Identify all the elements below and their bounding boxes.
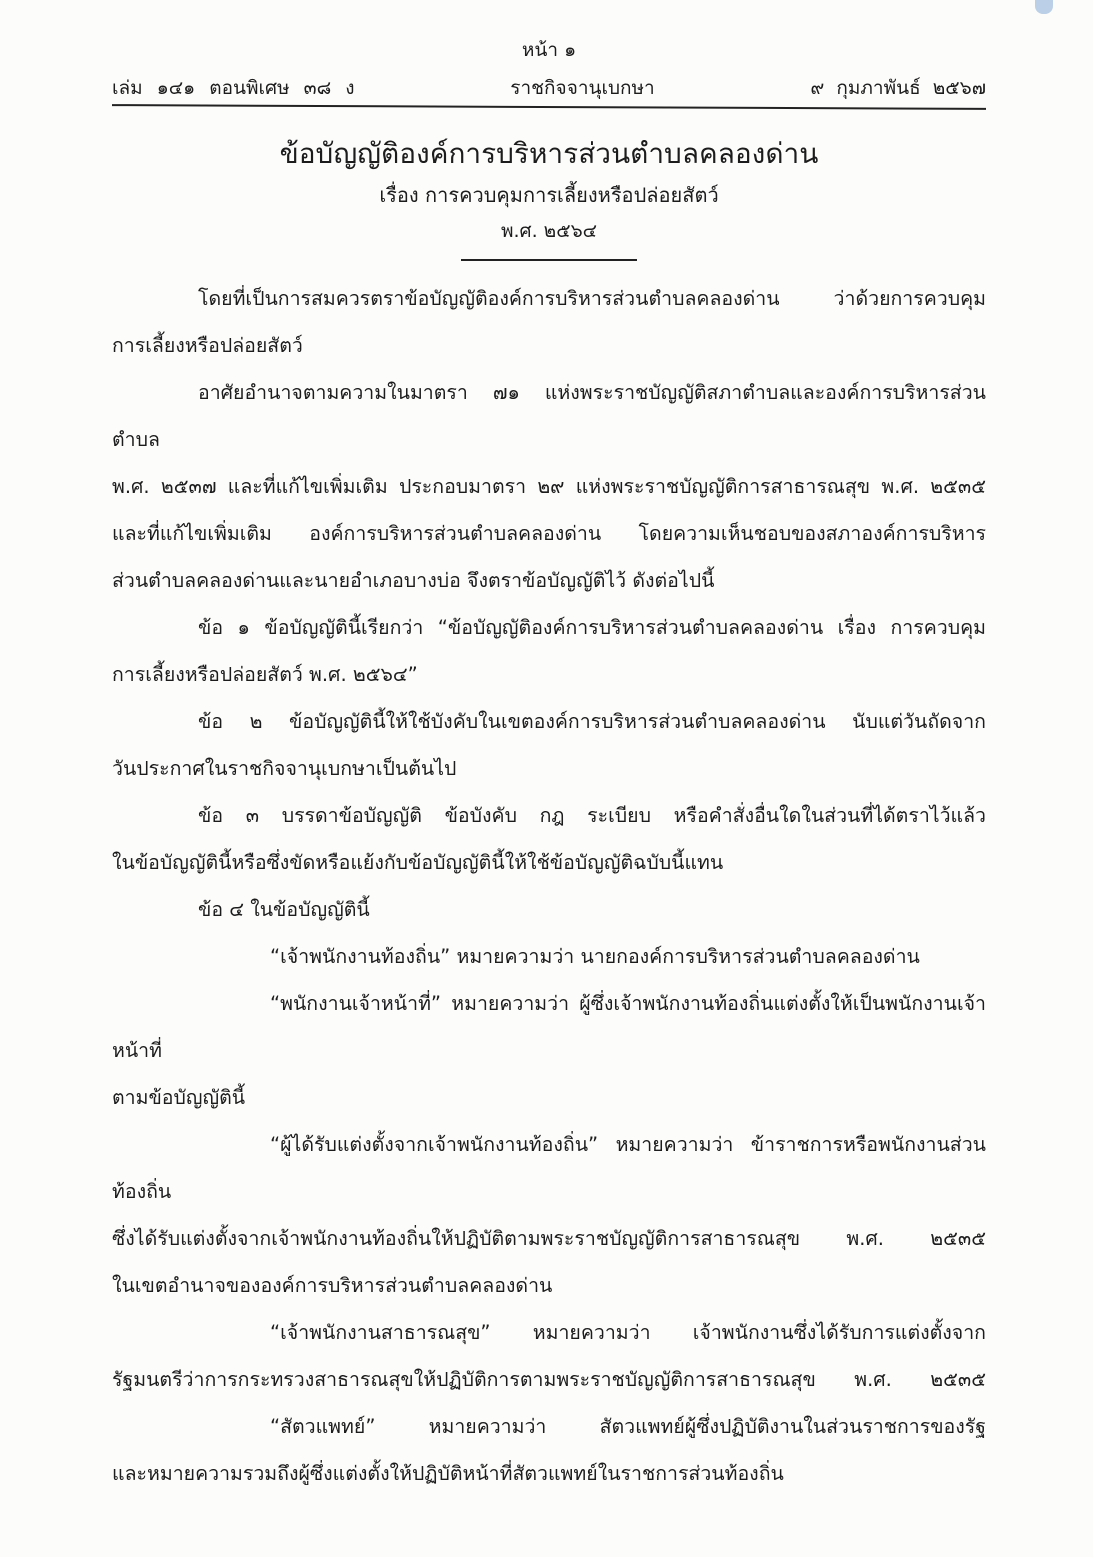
document-body [112, 275, 986, 1497]
clause-2 [112, 698, 986, 792]
volume-issue: เล่ม ๑๔๑ ตอนพิเศษ ๓๘ ง [112, 77, 355, 99]
text-line: พ.ศ. ๒๕๓๗ และที่แก้ไขเพิ่มเติม ประกอบมาตรา ๒๙ แห่งพระราชบัญญัติการสาธารณสุข พ.ศ. ๒๕๓๕ [112, 474, 986, 498]
gazette-header [112, 76, 986, 100]
definition-public-health-official [112, 1309, 986, 1403]
publication-date: ๙ กุมภาพันธ์ ๒๕๖๗ [810, 77, 986, 99]
gazette-name: ราชกิจจานุเบกษา [510, 77, 655, 99]
clause-1 [112, 604, 986, 698]
text-line: โดยที่เป็นการสมควรตราข้อบัญญัติองค์การบริหารส่วนตำบลคลองด่าน ว่าด้วยการควบคุม [198, 286, 986, 310]
text-line: ข้อ ๑ ข้อบัญญัตินี้เรียกว่า “ข้อบัญญัติองค์การบริหารส่วนตำบลคลองด่าน เรื่อง การควบคุม [198, 615, 986, 639]
text-line: “เจ้าพนักงานท้องถิ่น” หมายความว่า นายกองค์การบริหารส่วนตำบลคลองด่าน [270, 944, 920, 968]
header-divider [112, 104, 986, 110]
document-year: พ.ศ. ๒๕๖๔ [500, 220, 598, 242]
authority-paragraph [112, 369, 986, 604]
definition-appointee [112, 1121, 986, 1309]
text-line: การเลี้ยงหรือปล่อยสัตว์ พ.ศ. ๒๕๖๔” [112, 662, 418, 686]
text-line: และหมายความรวมถึงผู้ซึ่งแต่งตั้งให้ปฏิบัติหน้าที่สัตวแพทย์ในราชการส่วนท้องถิ่น [112, 1461, 784, 1485]
text-line: “เจ้าพนักงานสาธารณสุข” หมายความว่า เจ้าพนักงานซึ่งได้รับการแต่งตั้งจาก [270, 1320, 986, 1344]
text-line: การเลี้ยงหรือปล่อยสัตว์ [112, 333, 303, 357]
text-line: “ผู้ได้รับแต่งตั้งจากเจ้าพนักงานท้องถิ่น” หมายความว่า ข้าราชการหรือพนักงานส่วนท้องถิ่น [112, 1132, 986, 1203]
text-line: ในเขตอำนาจขององค์การบริหารส่วนตำบลคลองด่าน [112, 1273, 553, 1297]
text-line: และที่แก้ไขเพิ่มเติม องค์การบริหารส่วนตำบลคลองด่าน โดยความเห็นชอบของสภาองค์การบริหาร [112, 521, 986, 545]
text-line: อาศัยอำนาจตามความในมาตรา ๗๑ แห่งพระราชบัญญัติสภาตำบลและองค์การบริหารส่วนตำบล [112, 380, 986, 451]
text-line: ซึ่งได้รับแต่งตั้งจากเจ้าพนักงานท้องถิ่นให้ปฏิบัติตามพระราชบัญญัติการสาธารณสุข พ.ศ. ๒๕๓๕ [112, 1226, 986, 1250]
preamble-paragraph [112, 275, 986, 369]
text-line: ข้อ ๓ บรรดาข้อบัญญัติ ข้อบังคับ กฎ ระเบียบ หรือคำสั่งอื่นใดในส่วนที่ได้ตราไว้แล้ว [198, 803, 986, 827]
text-line: ส่วนตำบลคลองด่านและนายอำเภอบางบ่อ จึงตราข้อบัญญัติไว้ ดังต่อไปนี้ [112, 568, 715, 592]
text-line: ข้อ ๒ ข้อบัญญัตินี้ให้ใช้บังคับในเขตองค์การบริหารส่วนตำบลคลองด่าน นับแต่วันถัดจาก [198, 709, 986, 733]
document-subject: เรื่อง การควบคุมการเลี้ยงหรือปล่อยสัตว์ [379, 183, 719, 207]
title-divider [461, 259, 637, 261]
page-number: หน้า ๑ [521, 39, 577, 61]
definition-competent-official [112, 980, 986, 1121]
text-line: วันประกาศในราชกิจจานุเบกษาเป็นต้นไป [112, 756, 457, 780]
text-line: ตามข้อบัญญัตินี้ [112, 1085, 246, 1109]
text-line: “สัตวแพทย์” หมายความว่า สัตวแพทย์ผู้ซึ่งปฏิบัติงานในส่วนราชการของรัฐ [270, 1414, 986, 1438]
text-line: รัฐมนตรีว่าการกระทรวงสาธารณสุขให้ปฏิบัติการตามพระราชบัญญัติการสาธารณสุข พ.ศ. ๒๕๓๕ [112, 1367, 986, 1391]
definition-local-official [112, 933, 986, 980]
text-line: ในข้อบัญญัตินี้หรือซึ่งขัดหรือแย้งกับข้อบัญญัตินี้ให้ใช้ข้อบัญญัติฉบับนี้แทน [112, 850, 724, 874]
clause-3 [112, 792, 986, 886]
document-title: ข้อบัญญัติองค์การบริหารส่วนตำบลคลองด่าน [279, 137, 819, 170]
text-line: ข้อ ๔ ในข้อบัญญัตินี้ [198, 897, 370, 921]
clause-4 [112, 886, 986, 933]
scan-smudge [1035, 0, 1053, 14]
text-line: “พนักงานเจ้าหน้าที่” หมายความว่า ผู้ซึ่งเจ้าพนักงานท้องถิ่นแต่งตั้งให้เป็นพนักงานเจ้าหน้าที่ [112, 991, 986, 1062]
definition-veterinarian [112, 1403, 986, 1497]
